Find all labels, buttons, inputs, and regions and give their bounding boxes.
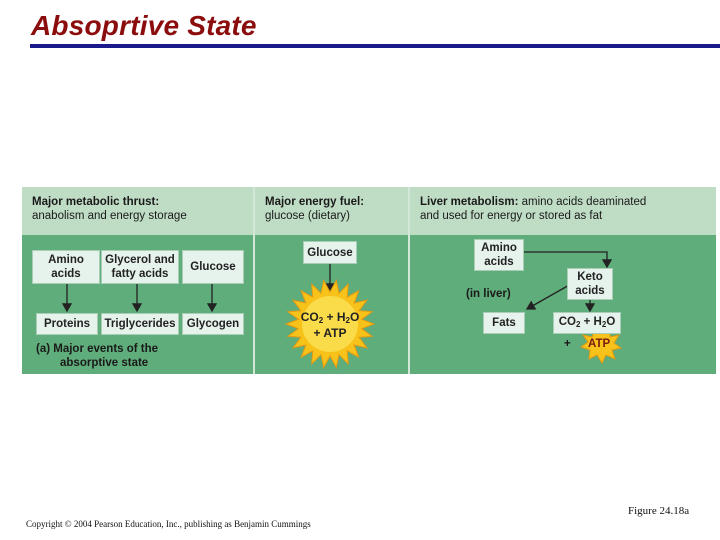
thrust-text: anabolism and energy storage bbox=[32, 210, 187, 222]
atp-label-middle: + ATP bbox=[313, 326, 347, 340]
h2o-h-label: + H bbox=[323, 310, 346, 324]
fuel-text: glucose (dietary) bbox=[265, 210, 351, 222]
in-liver-label: (in liver) bbox=[466, 288, 511, 300]
glycogen-box bbox=[182, 313, 244, 335]
liver-amino-label-1: Amino bbox=[481, 242, 517, 254]
glycerol-label-2: fatty acids bbox=[111, 268, 169, 280]
absorptive-state-diagram bbox=[22, 187, 716, 374]
slide-title: Absoprtive State bbox=[31, 10, 257, 41]
glucose-label-left: Glucose bbox=[190, 261, 236, 273]
liver-h2o-h: + H bbox=[580, 315, 602, 328]
arrow-amino-to-keto bbox=[522, 252, 607, 267]
co2-h2o-box bbox=[553, 312, 621, 334]
glucose-label-middle: Glucose bbox=[307, 246, 353, 259]
triglycerides-label: Triglycerides bbox=[104, 318, 176, 330]
thrust-heading: Major metabolic thrust: bbox=[32, 196, 160, 208]
caption-line-1: (a) Major events of the bbox=[36, 343, 159, 355]
liver-co2-sub: 2 bbox=[575, 319, 581, 329]
plus-sign-liver: + bbox=[564, 338, 571, 350]
amino-acids-box-liver bbox=[474, 239, 524, 271]
proteins-label: Proteins bbox=[43, 318, 90, 330]
glycerol-label-1: Glycerol and bbox=[105, 254, 175, 266]
amino-acids-label-1: Amino bbox=[48, 254, 84, 266]
figure-number: Figure 24.18a bbox=[628, 505, 690, 517]
liver-h2o-sub: 2 bbox=[601, 319, 607, 329]
glycerol-fatty-acids-box bbox=[101, 250, 179, 284]
sun-products-text bbox=[284, 311, 376, 340]
amino-acids-box bbox=[32, 250, 100, 284]
atp-label-liver: ATP bbox=[588, 338, 611, 350]
liver-co2-c: CO bbox=[558, 315, 576, 328]
keto-label-1: Keto bbox=[577, 271, 603, 283]
fuel-heading: Major energy fuel: bbox=[265, 196, 365, 208]
amino-acids-label-2: acids bbox=[51, 268, 81, 280]
h2o-sub: 2 bbox=[345, 316, 350, 325]
glucose-box-left bbox=[182, 250, 244, 284]
copyright-notice: Copyright © 2004 Pearson Education, Inc., publishing as Benjamin Cummings bbox=[26, 519, 311, 529]
glucose-box-middle bbox=[303, 241, 357, 264]
liver-text-2: and used for energy or stored as fat bbox=[420, 210, 603, 222]
arrow-keto-to-fats bbox=[527, 284, 571, 309]
keto-label-2: acids bbox=[575, 285, 605, 297]
glycogen-label: Glycogen bbox=[186, 318, 240, 330]
figure-caption-a bbox=[36, 342, 158, 370]
triglycerides-box bbox=[101, 313, 179, 335]
co2-sub: 2 bbox=[318, 316, 324, 325]
keto-acids-box bbox=[567, 268, 613, 300]
liver-heading: Liver metabolism: bbox=[420, 196, 519, 208]
co2-c-label: CO bbox=[300, 310, 319, 324]
fats-label: Fats bbox=[492, 317, 516, 329]
liver-text-1: amino acids deaminated bbox=[521, 196, 647, 208]
title-underline bbox=[30, 44, 720, 48]
proteins-box bbox=[36, 313, 98, 335]
fats-box bbox=[483, 312, 525, 334]
liver-amino-label-2: acids bbox=[484, 256, 514, 268]
caption-line-2: absorptive state bbox=[60, 357, 149, 369]
h2o-o-label: O bbox=[349, 310, 360, 324]
liver-h2o-o: O bbox=[606, 315, 616, 328]
